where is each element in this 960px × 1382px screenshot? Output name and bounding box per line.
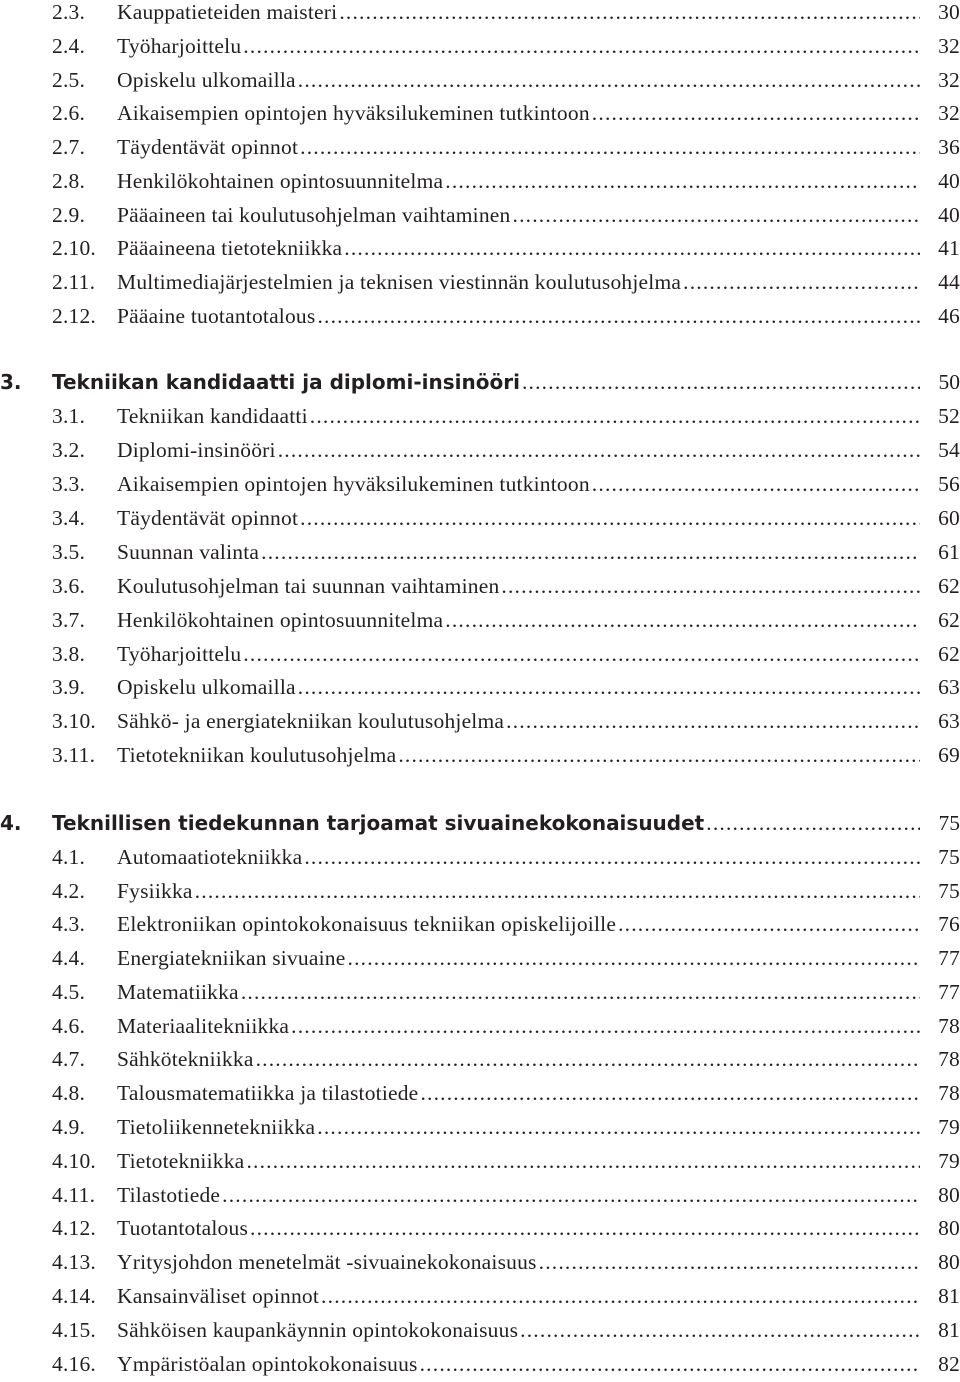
- toc-entry[interactable]: [0, 34, 960, 64]
- toc-entry-number: 2.7.: [52, 135, 86, 159]
- toc-entry-page-number: 44: [938, 270, 960, 294]
- toc-entry-page-number: 78: [938, 1081, 960, 1105]
- toc-entry-page-number: 79: [938, 1149, 960, 1173]
- toc-entry[interactable]: [0, 506, 960, 536]
- dot-leader: [261, 540, 920, 565]
- toc-entry-number: 3.7.: [52, 608, 86, 632]
- toc-entry-title: Yritysjohdon menetelmät -sivuainekokonaisuus: [117, 1250, 537, 1274]
- toc-entry[interactable]: [0, 270, 960, 300]
- dot-leader: [243, 34, 920, 59]
- dot-leader: [241, 980, 920, 1005]
- toc-entry[interactable]: [0, 1352, 960, 1382]
- toc-entry-number: 4.10.: [52, 1149, 96, 1173]
- dot-leader: [317, 304, 920, 329]
- toc-entry-title: Työharjoittelu: [117, 34, 242, 58]
- toc-entry-number: 3.11.: [52, 743, 96, 767]
- toc-entry[interactable]: [0, 169, 960, 199]
- toc-entry-number: 2.3.: [52, 0, 86, 24]
- toc-entry-number: 2.9.: [52, 203, 86, 227]
- toc-entry-title: Sähköisen kaupankäynnin opintokokonaisuus: [117, 1318, 519, 1342]
- toc-entry-title: Täydentävät opinnot: [117, 506, 299, 530]
- toc-entry[interactable]: [0, 1115, 960, 1145]
- toc-entry[interactable]: [0, 135, 960, 165]
- toc-entry[interactable]: [0, 1081, 960, 1111]
- toc-entry-page-number: 56: [938, 472, 960, 496]
- dot-leader: [344, 236, 920, 261]
- dot-leader: [348, 946, 921, 971]
- toc-entry-page-number: 52: [938, 404, 960, 428]
- dot-leader: [520, 1318, 920, 1343]
- dot-leader: [592, 101, 920, 126]
- toc-entry-page-number: 78: [938, 1014, 960, 1038]
- toc-entry-title: Automaatiotekniikka: [117, 845, 303, 869]
- toc-entry-page-number: 46: [938, 304, 960, 328]
- toc-entry-page-number: 50: [938, 370, 960, 394]
- dot-leader: [256, 1047, 920, 1072]
- toc-entry-page-number: 77: [938, 946, 960, 970]
- toc-entry-number: 3.5.: [52, 540, 86, 564]
- toc-entry[interactable]: [0, 68, 960, 98]
- dot-leader: [298, 68, 920, 93]
- toc-entry-title: Suunnan valinta: [117, 540, 260, 564]
- toc-entry-number: 2.4.: [52, 34, 86, 58]
- toc-entry-title: Aikaisempien opintojen hyväksilukeminen tutkintoon: [117, 472, 590, 496]
- dot-leader: [420, 1352, 920, 1377]
- dot-leader: [683, 270, 920, 295]
- toc-entry[interactable]: [0, 1183, 960, 1213]
- dot-leader: [522, 370, 920, 395]
- toc-entry-number: 2.10.: [52, 236, 96, 260]
- dot-leader: [278, 438, 920, 463]
- dot-leader: [592, 472, 920, 497]
- toc-entry-title: Aikaisempien opintojen hyväksilukeminen tutkintoon: [117, 101, 590, 125]
- toc-entry[interactable]: [0, 946, 960, 976]
- toc-entry-number: 3.9.: [52, 675, 86, 699]
- toc-entry-page-number: 63: [938, 675, 960, 699]
- toc-entry-number: 2.8.: [52, 169, 86, 193]
- toc-entry[interactable]: [0, 980, 960, 1010]
- toc-entry-page-number: 82: [938, 1352, 960, 1376]
- toc-entry[interactable]: [0, 845, 960, 875]
- toc-entry-title: Sähkötekniikka: [117, 1047, 254, 1071]
- toc-entry-title: Henkilökohtainen opintosuunnitelma: [117, 608, 444, 632]
- toc-entry-page-number: 76: [938, 912, 960, 936]
- toc-entry-title: Matematiikka: [117, 980, 239, 1004]
- toc-entry-title: Pääaine tuotantotalous: [117, 304, 316, 328]
- toc-entry-page-number: 30: [938, 0, 960, 24]
- toc-entry[interactable]: [0, 1318, 960, 1348]
- toc-chapter-entry[interactable]: [0, 811, 960, 841]
- toc-entry-title: Tuotantotalous: [117, 1216, 249, 1240]
- toc-entry-number: 2.12.: [52, 304, 96, 328]
- dot-leader: [445, 169, 920, 194]
- toc-entry-title: Opiskelu ulkomailla: [117, 68, 296, 92]
- toc-entry-page-number: 80: [938, 1183, 960, 1207]
- toc-entry-page-number: 63: [938, 709, 960, 733]
- toc-entry-title: Opiskelu ulkomailla: [117, 675, 296, 699]
- toc-entry-title: Kauppatieteiden maisteri: [117, 0, 338, 24]
- toc-entry-page-number: 77: [938, 980, 960, 1004]
- toc-entry-title: Elektroniikan opintokokonaisuus tekniikan opiskelijoille: [117, 912, 617, 936]
- dot-leader: [539, 1250, 920, 1275]
- toc-entry-page-number: 75: [938, 845, 960, 869]
- dot-leader: [445, 608, 920, 633]
- dot-leader: [398, 743, 920, 768]
- dot-leader: [298, 675, 920, 700]
- toc-entry-title: Työharjoittelu: [117, 642, 242, 666]
- toc-entry[interactable]: [0, 101, 960, 131]
- toc-entry-title: Materiaalitekniikka: [117, 1014, 290, 1038]
- toc-entry-title: Sähkö- ja energiatekniikan koulutusohjelma: [117, 709, 505, 733]
- toc-entry-number: 4.1.: [52, 845, 86, 869]
- toc-entry-number: 3.10.: [52, 709, 96, 733]
- toc-entry-title: Tekniikan kandidaatti: [117, 404, 308, 428]
- toc-entry-number: 4.11.: [52, 1183, 96, 1207]
- dot-leader: [618, 912, 920, 937]
- dot-leader: [420, 1081, 920, 1106]
- toc-entry[interactable]: [0, 574, 960, 604]
- toc-entry-title: Talousmatematiikka ja tilastotiede: [117, 1081, 419, 1105]
- dot-leader: [243, 642, 920, 667]
- dot-leader: [250, 1216, 920, 1241]
- toc-entry[interactable]: [0, 1047, 960, 1077]
- toc-entry-number: 4.12.: [52, 1216, 96, 1240]
- toc-entry-title: Diplomi-insinööri: [117, 438, 276, 462]
- toc-entry-page-number: 62: [938, 608, 960, 632]
- toc-entry-title: Henkilökohtainen opintosuunnitelma: [117, 169, 444, 193]
- toc-entry-number: 3.6.: [52, 574, 86, 598]
- toc-entry-page-number: 41: [938, 236, 960, 260]
- toc-entry-page-number: 62: [938, 574, 960, 598]
- dot-leader: [321, 1284, 920, 1309]
- toc-entry-page-number: 40: [938, 203, 960, 227]
- toc-entry-number: 4.3.: [52, 912, 86, 936]
- dot-leader: [222, 1183, 920, 1208]
- toc-entry-page-number: 32: [938, 68, 960, 92]
- toc-entry[interactable]: [0, 540, 960, 570]
- toc-entry-page-number: 62: [938, 642, 960, 666]
- toc-entry-number: 4.15.: [52, 1318, 96, 1342]
- toc-entry-number: 4.8.: [52, 1081, 86, 1105]
- toc-entry-title: Tekniikan kandidaatti ja diplomi-insinööri: [52, 370, 520, 394]
- toc-entry-number: 4.: [0, 811, 22, 835]
- toc-entry[interactable]: [0, 642, 960, 672]
- toc-entry-page-number: 54: [938, 438, 960, 462]
- dot-leader: [501, 574, 920, 599]
- toc-entry[interactable]: [0, 203, 960, 233]
- toc-entry-page-number: 40: [938, 169, 960, 193]
- toc-entry-title: Tietoliikennetekniikka: [117, 1115, 316, 1139]
- toc-entry[interactable]: [0, 675, 960, 705]
- toc-entry-number: 4.4.: [52, 946, 86, 970]
- toc-entry-number: 3.1.: [52, 404, 86, 428]
- toc-entry-title: Pääaineen tai koulutusohjelman vaihtaminen: [117, 203, 511, 227]
- toc-entry-title: Teknillisen tiedekunnan tarjoamat sivuainekokonaisuudet: [52, 811, 705, 835]
- toc-entry-number: 4.6.: [52, 1014, 86, 1038]
- toc-entry-page-number: 69: [938, 743, 960, 767]
- toc-entry[interactable]: [0, 709, 960, 739]
- toc-entry-title: Kansainväliset opinnot: [117, 1284, 320, 1308]
- dot-leader: [304, 845, 920, 870]
- dot-leader: [706, 811, 920, 836]
- toc-entry-number: 4.9.: [52, 1115, 86, 1139]
- toc-entry-title: Fysiikka: [117, 879, 193, 903]
- toc-entry-title: Tietotekniikan koulutusohjelma: [117, 743, 397, 767]
- toc-entry[interactable]: [0, 912, 960, 942]
- toc-entry-number: 3.2.: [52, 438, 86, 462]
- toc-entry[interactable]: [0, 1014, 960, 1044]
- toc-entry-number: 2.5.: [52, 68, 86, 92]
- toc-entry-page-number: 81: [938, 1284, 960, 1308]
- toc-entry-page-number: 32: [938, 101, 960, 125]
- toc-entry[interactable]: [0, 438, 960, 468]
- toc-entry-title: Tietotekniikka: [117, 1149, 245, 1173]
- toc-entry-title: Multimediajärjestelmien ja teknisen viestinnän koulutusohjelma: [117, 270, 682, 294]
- toc-entry[interactable]: [0, 1284, 960, 1314]
- toc-entry[interactable]: [0, 1216, 960, 1246]
- toc-entry-title: Pääaineena tietotekniikka: [117, 236, 343, 260]
- toc-entry[interactable]: [0, 608, 960, 638]
- toc-entry-page-number: 80: [938, 1216, 960, 1240]
- dot-leader: [300, 506, 920, 531]
- toc-entry-number: 4.16.: [52, 1352, 96, 1376]
- dot-leader: [339, 0, 920, 25]
- toc-entry-number: 4.7.: [52, 1047, 86, 1071]
- toc-entry-title: Tilastotiede: [117, 1183, 221, 1207]
- toc-entry-number: 4.5.: [52, 980, 86, 1004]
- toc-entry[interactable]: [0, 1250, 960, 1280]
- toc-entry-page-number: 81: [938, 1318, 960, 1342]
- toc-entry-page-number: 78: [938, 1047, 960, 1071]
- toc-entry-number: 3.3.: [52, 472, 86, 496]
- dot-leader: [317, 1115, 920, 1140]
- toc-entry[interactable]: [0, 472, 960, 502]
- toc-entry-number: 3.4.: [52, 506, 86, 530]
- toc-chapter-entry[interactable]: [0, 370, 960, 400]
- toc-entry[interactable]: [0, 0, 960, 30]
- dot-leader: [195, 879, 920, 904]
- toc-entry-page-number: 79: [938, 1115, 960, 1139]
- toc-entry-page-number: 80: [938, 1250, 960, 1274]
- toc-entry-number: 4.13.: [52, 1250, 96, 1274]
- toc-entry[interactable]: [0, 304, 960, 334]
- toc-entry-page-number: 36: [938, 135, 960, 159]
- dot-leader: [513, 203, 921, 228]
- toc-entry[interactable]: [0, 743, 960, 773]
- toc-entry[interactable]: [0, 879, 960, 909]
- dot-leader: [300, 135, 920, 160]
- toc-entry-page-number: 32: [938, 34, 960, 58]
- dot-leader: [291, 1014, 920, 1039]
- toc-entry-page-number: 75: [938, 811, 960, 835]
- toc-entry-title: Energiatekniikan sivuaine: [117, 946, 346, 970]
- toc-entry-number: 4.14.: [52, 1284, 96, 1308]
- toc-entry-title: Koulutusohjelman tai suunnan vaihtaminen: [117, 574, 500, 598]
- toc-entry-number: 3.: [0, 370, 22, 394]
- toc-entry-page-number: 60: [938, 506, 960, 530]
- toc-entry-number: 2.6.: [52, 101, 86, 125]
- toc-entry-title: Ympäristöalan opintokokonaisuus: [117, 1352, 418, 1376]
- toc-entry[interactable]: [0, 1149, 960, 1179]
- toc-entry-title: Täydentävät opinnot: [117, 135, 299, 159]
- toc-entry-number: 3.8.: [52, 642, 86, 666]
- toc-entry-number: 4.2.: [52, 879, 86, 903]
- toc-entry[interactable]: [0, 236, 960, 266]
- dot-leader: [246, 1149, 920, 1174]
- dot-leader: [310, 404, 920, 429]
- dot-leader: [506, 709, 920, 734]
- toc-entry-number: 2.11.: [52, 270, 96, 294]
- toc-entry[interactable]: [0, 404, 960, 434]
- toc-entry-page-number: 75: [938, 879, 960, 903]
- toc-entry-page-number: 61: [938, 540, 960, 564]
